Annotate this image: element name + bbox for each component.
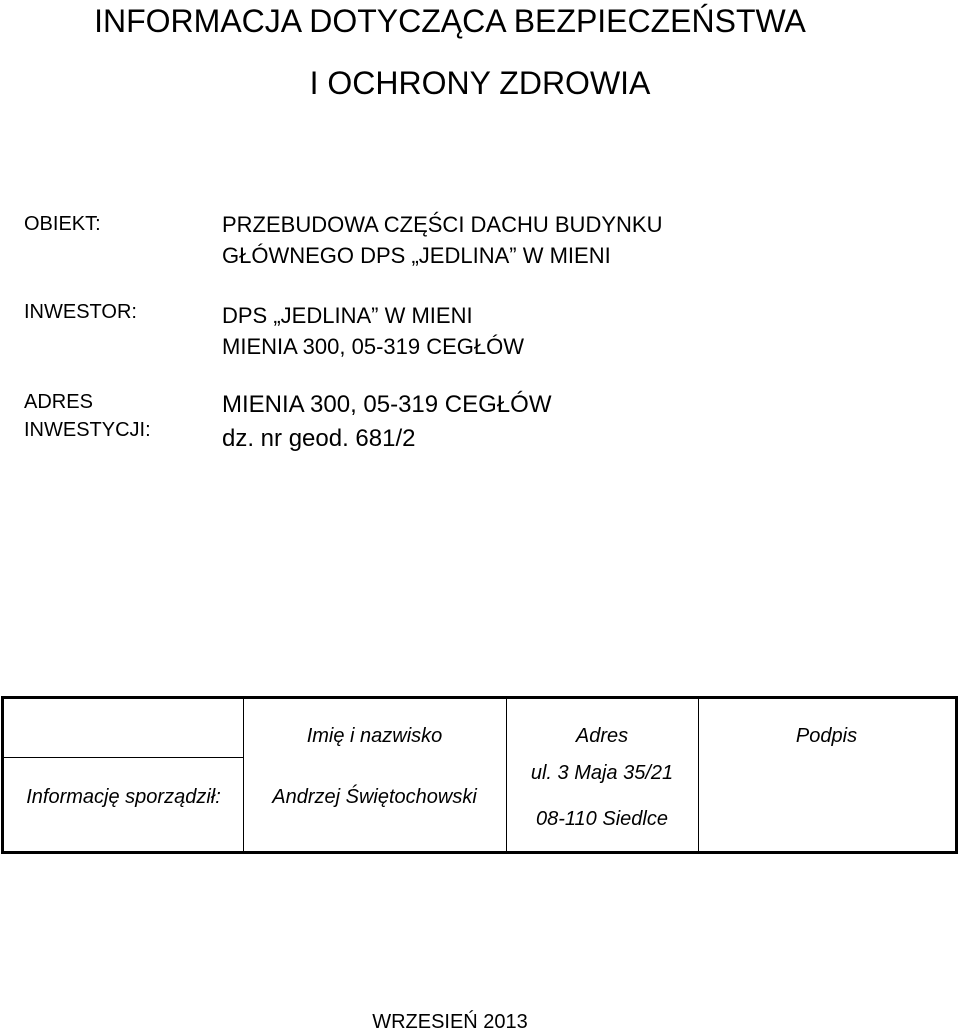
row-label: Informację sporządził: [26, 786, 221, 808]
author-info-table [1, 696, 958, 854]
table-divider [698, 699, 699, 851]
table-divider [4, 757, 243, 758]
document-title-line-2: I OCHRONY ZDROWIA [309, 65, 651, 101]
adres-inwestycji-label [24, 388, 151, 444]
adres-inwestycji-label-line-2: INWESTYCJI: [24, 419, 151, 441]
obiekt-label: OBIEKT: [24, 213, 101, 235]
inwestor-label: INWESTOR: [24, 301, 137, 323]
header-address: Adres [575, 725, 629, 747]
author-address-line-2: 08-110 Siedlce [536, 808, 668, 830]
adres-inwestycji-value [222, 388, 551, 456]
adres-inwestycji-label-line-1: ADRES [24, 391, 93, 413]
table-divider [243, 699, 244, 851]
inwestor-value [222, 300, 524, 362]
obiekt-value-line-1: PRZEBUDOWA CZĘŚCI DACHU BUDYNKU [222, 212, 663, 237]
author-address-line-1: ul. 3 Maja 35/21 [530, 762, 674, 784]
adres-inwestycji-value-line-2: dz. nr geod. 681/2 [222, 425, 416, 452]
inwestor-value-line-1: DPS „JEDLINA” W MIENI [222, 303, 473, 328]
adres-inwestycji-value-line-1: MIENIA 300, 05-319 CEGŁÓW [222, 391, 552, 418]
obiekt-value [222, 209, 662, 271]
document-title-line-1: INFORMACJA DOTYCZĄCA BEZPIECZEŃSTWA [94, 3, 806, 39]
footer-date: WRZESIEŃ 2013 [372, 1011, 528, 1033]
obiekt-value-line-2: GŁÓWNEGO DPS „JEDLINA” W MIENI [222, 243, 611, 268]
header-signature: Podpis [795, 725, 858, 747]
header-name: Imię i nazwisko [306, 725, 443, 747]
inwestor-value-line-2: MIENIA 300, 05-319 CEGŁÓW [222, 334, 525, 359]
author-name: Andrzej Świętochowski [272, 786, 477, 808]
